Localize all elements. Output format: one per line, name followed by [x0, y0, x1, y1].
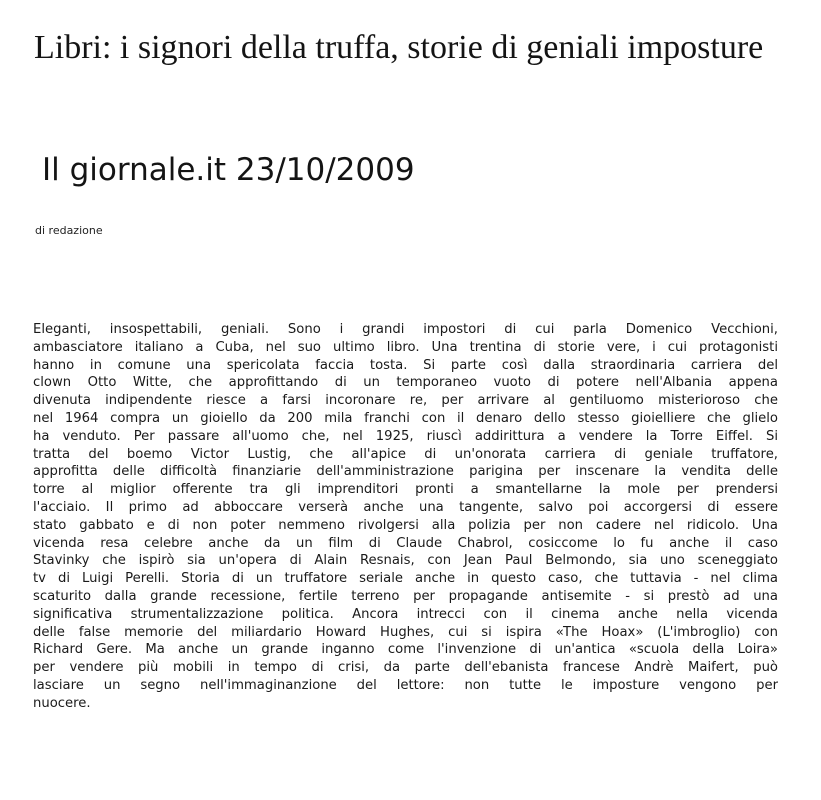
body-line: significativa strumentalizzazione politica. Ancora intrecci con il cinema anche nella vicenda [33, 606, 778, 622]
body-line: vicenda resa celebre anche da un film di Claude Chabrol, cosiccome lo fu anche il caso [33, 535, 778, 551]
body-line: l'acciaio. Il primo ad abboccare verserà anche una tangente, salvo poi accorgersi di essere [33, 499, 778, 515]
article-body [33, 321, 778, 751]
body-line: divenuta indipendente riesce a farsi incoronare re, per arrivare al gentiluomo misterioroso che [33, 393, 778, 409]
body-line: tv di Luigi Perelli. Storia di un truffatore seriale anche in questo caso, che tuttavia - nel clima [33, 571, 778, 587]
body-line: scaturito dalla grande recessione, fertile terreno per propagande antisemite - si prestò ad una [33, 588, 778, 604]
body-line: nel 1964 compra un gioiello da 200 mila franchi con il denaro dello stesso gioielliere che glielo [33, 410, 778, 426]
article-paragraph [33, 321, 778, 713]
body-line: tratta del boemo Victor Lustig, che all'apice di un'onorata carriera di geniale truffatore, [33, 446, 778, 462]
source-and-date: Il giornale.it 23/10/2009 [42, 152, 415, 188]
body-line: clown Otto Witte, che approfittando di un temporaneo vuoto di potere nell'Albania appena [33, 375, 778, 391]
body-line: hanno in comune una spericolata faccia tosta. Si parte così dalla straordinaria carriera del [33, 357, 778, 373]
body-line: Richard Gere. Ma anche un grande inganno come l'invenzione di un'antica «scuola della Loira» [33, 642, 778, 658]
body-line: per vendere più mobili in tempo di crisi, da parte dell'ebanista francese Andrè Maifert, può [33, 660, 778, 676]
body-line: torre al miglior offerente tra gli imprenditori pronti a smantellarne la mole per prendersi [33, 482, 778, 498]
body-line: lasciare un segno nell'immaginanzione del lettore: non tutte le imposture vengono per [33, 677, 778, 693]
body-line: delle false memorie del miliardario Howard Hughes, cui si ispira «The Hoax» (L'imbroglio) con [33, 624, 778, 640]
body-line: approfitta delle difficoltà finanziarie dell'amministrazione parigina per inscenare la vendita delle [33, 464, 778, 480]
body-line: Eleganti, insospettabili, geniali. Sono i grandi impostori di cui parla Domenico Vecchioni, [33, 322, 778, 337]
body-line: nuocere. [33, 695, 91, 711]
article-headline: Libri: i signori della truffa, storie di geniali imposture [34, 29, 764, 66]
body-line: ha venduto. Per passare all'uomo che, nel 1925, riuscì addirittura a vendere la Torre Eiffel. Si [33, 428, 778, 444]
body-line: stato gabbato e di non poter nemmeno rivolgersi alla polizia per non cadere nel ridicolo. Una [33, 517, 778, 533]
byline: di redazione [35, 224, 103, 237]
body-line: Stavinky che ispirò sia un'opera di Alain Resnais, con Jean Paul Belmondo, sia uno sceneggiato [33, 553, 778, 569]
body-line: ambasciatore italiano a Cuba, nel suo ultimo libro. Una trentina di storie vere, i cui protagonisti [33, 339, 778, 355]
